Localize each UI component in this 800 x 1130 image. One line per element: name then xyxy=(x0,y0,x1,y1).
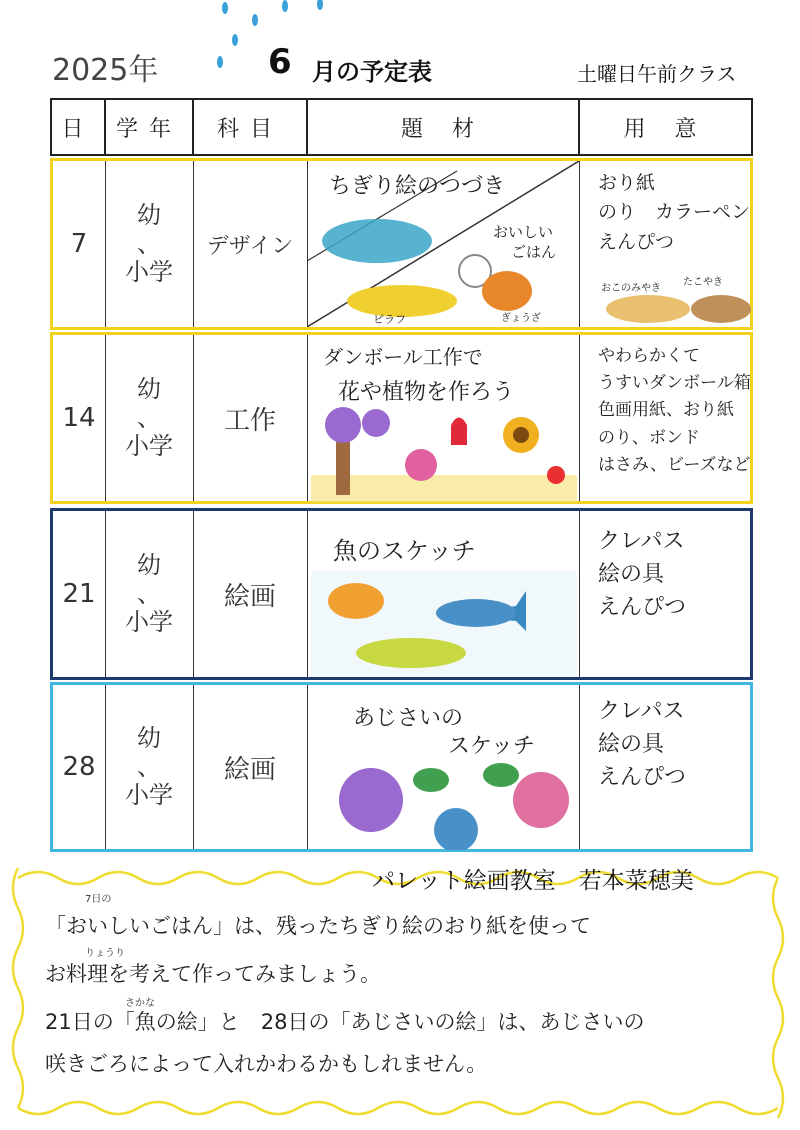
grade-separator: 、 xyxy=(137,752,161,781)
row-subject: 絵画 xyxy=(223,754,276,785)
gyoza-bowl-icon xyxy=(482,271,532,311)
fish-illustration xyxy=(311,571,577,677)
grade-kindergarten: 幼 xyxy=(137,374,161,403)
row-items xyxy=(598,343,753,479)
row-items xyxy=(598,525,753,624)
item: うすいダンボール箱 xyxy=(598,373,751,394)
label-gyoza: ぎょうざ xyxy=(501,313,541,324)
row-topic-secondary: おいしい xyxy=(493,223,554,241)
row-topic-tertiary: ごはん xyxy=(511,243,557,261)
note-line: 咲きごろによって入れかわるかもしれません。 xyxy=(45,1052,488,1076)
ruby-annotation: 7日の xyxy=(85,894,112,905)
item: えんぴつ xyxy=(598,765,687,790)
okonomiyaki-takoyaki-icon xyxy=(603,291,753,327)
row-topic: 魚のスケッチ xyxy=(333,537,476,565)
note-line: お料理を考えて作ってみましょう。 xyxy=(45,962,381,986)
row-topic: ちぎり絵のつづき xyxy=(329,174,506,199)
item: やわらかくて xyxy=(598,346,700,366)
flowers-plants-illustration xyxy=(311,405,577,503)
schedule-table xyxy=(50,98,753,853)
note-line: 「おいしいごはん」は、残ったちぎり絵のおり紙を使って xyxy=(45,914,591,938)
row-grade xyxy=(105,335,193,501)
note-line: 21日の「魚の絵」と 28日の「あじさいの絵」は、あじさいの xyxy=(45,1010,645,1034)
item: おり紙 xyxy=(598,172,656,194)
hydrangea-illustration xyxy=(311,760,577,850)
grade-elementary: 小学 xyxy=(125,608,173,637)
item: はさみ、ビーズなど xyxy=(598,454,751,475)
row-topic: あじさいの xyxy=(353,706,464,731)
row-subject: 絵画 xyxy=(223,581,276,612)
table-row xyxy=(50,158,753,330)
page-title: 月の予定表 xyxy=(312,58,432,86)
item: 絵の具 xyxy=(598,562,665,587)
row-day: 21 xyxy=(62,579,96,609)
class-name: 土曜日午前クラス xyxy=(577,62,737,86)
flower-icon xyxy=(405,449,437,481)
year-label: 2025年 xyxy=(52,53,159,88)
label-takoyaki: たこやき xyxy=(683,277,723,288)
grade-separator: 、 xyxy=(137,229,161,258)
ruby-annotation: りょうり xyxy=(85,948,125,959)
grade-separator: 、 xyxy=(137,403,161,432)
item: クレパス xyxy=(598,529,685,554)
fish-yellow-icon xyxy=(356,638,466,668)
note-border xyxy=(8,858,790,1123)
leaf-icon xyxy=(413,768,449,792)
item: 絵の具 xyxy=(598,732,665,757)
tree-trunk-icon xyxy=(336,435,350,495)
item: えんぴつ xyxy=(598,595,687,620)
column-header-day: 日 xyxy=(50,98,106,156)
grade-kindergarten: 幼 xyxy=(137,200,161,229)
table-row xyxy=(50,508,753,680)
item: 色画用紙、おり紙 xyxy=(598,400,734,421)
column-header-topic: 題 材 xyxy=(306,98,580,156)
label-okonomiyaki: おこのみやき xyxy=(601,283,661,294)
hydrangea-pink-icon xyxy=(513,772,569,828)
row-subject: デザイン xyxy=(206,233,294,259)
tulip-icon xyxy=(451,418,467,446)
hydrangea-purple-icon xyxy=(339,768,403,832)
table-row xyxy=(50,332,753,504)
row-topic-secondary: 花や植物を作ろう xyxy=(338,380,515,405)
row-grade xyxy=(105,685,193,849)
tree-flower-icon xyxy=(325,407,361,443)
grade-kindergarten: 幼 xyxy=(137,550,161,579)
item: のり カラーペン xyxy=(598,201,751,224)
ruby-annotation: さかな xyxy=(125,998,155,1009)
row-items xyxy=(598,169,753,257)
grade-separator: 、 xyxy=(137,579,161,608)
fish-orange-icon xyxy=(328,583,384,619)
row-topic-secondary: スケッチ xyxy=(448,734,535,759)
grade-kindergarten: 幼 xyxy=(137,723,161,752)
row-topic: ダンボール工作で xyxy=(323,345,483,369)
ladybug-icon xyxy=(547,466,565,484)
item: クレパス xyxy=(598,699,685,724)
row-day: 14 xyxy=(62,403,96,433)
grade-elementary: 小学 xyxy=(125,432,173,461)
month-number: 6 xyxy=(268,42,292,82)
row-items xyxy=(598,695,753,794)
grade-elementary: 小学 xyxy=(125,781,173,810)
row-grade xyxy=(105,511,193,677)
row-day: 7 xyxy=(70,229,88,259)
signature: パレット絵画教室 若本菜穂美 xyxy=(372,868,694,894)
label-pilaf: ピラフ xyxy=(373,313,406,326)
row-day: 28 xyxy=(62,752,96,782)
column-header-items: 用 意 xyxy=(578,98,753,156)
table-row xyxy=(50,682,753,852)
fish-collage-icon xyxy=(322,219,432,263)
grade-elementary: 小学 xyxy=(125,258,173,287)
item: えんぴつ xyxy=(598,230,675,253)
item: のり、ボンド xyxy=(598,427,700,448)
column-header-grade: 学年 xyxy=(104,98,194,156)
row-grade xyxy=(105,161,193,327)
column-header-subject: 科目 xyxy=(192,98,308,156)
row-subject: 工作 xyxy=(223,405,276,436)
hydrangea-blue-icon xyxy=(434,808,478,850)
